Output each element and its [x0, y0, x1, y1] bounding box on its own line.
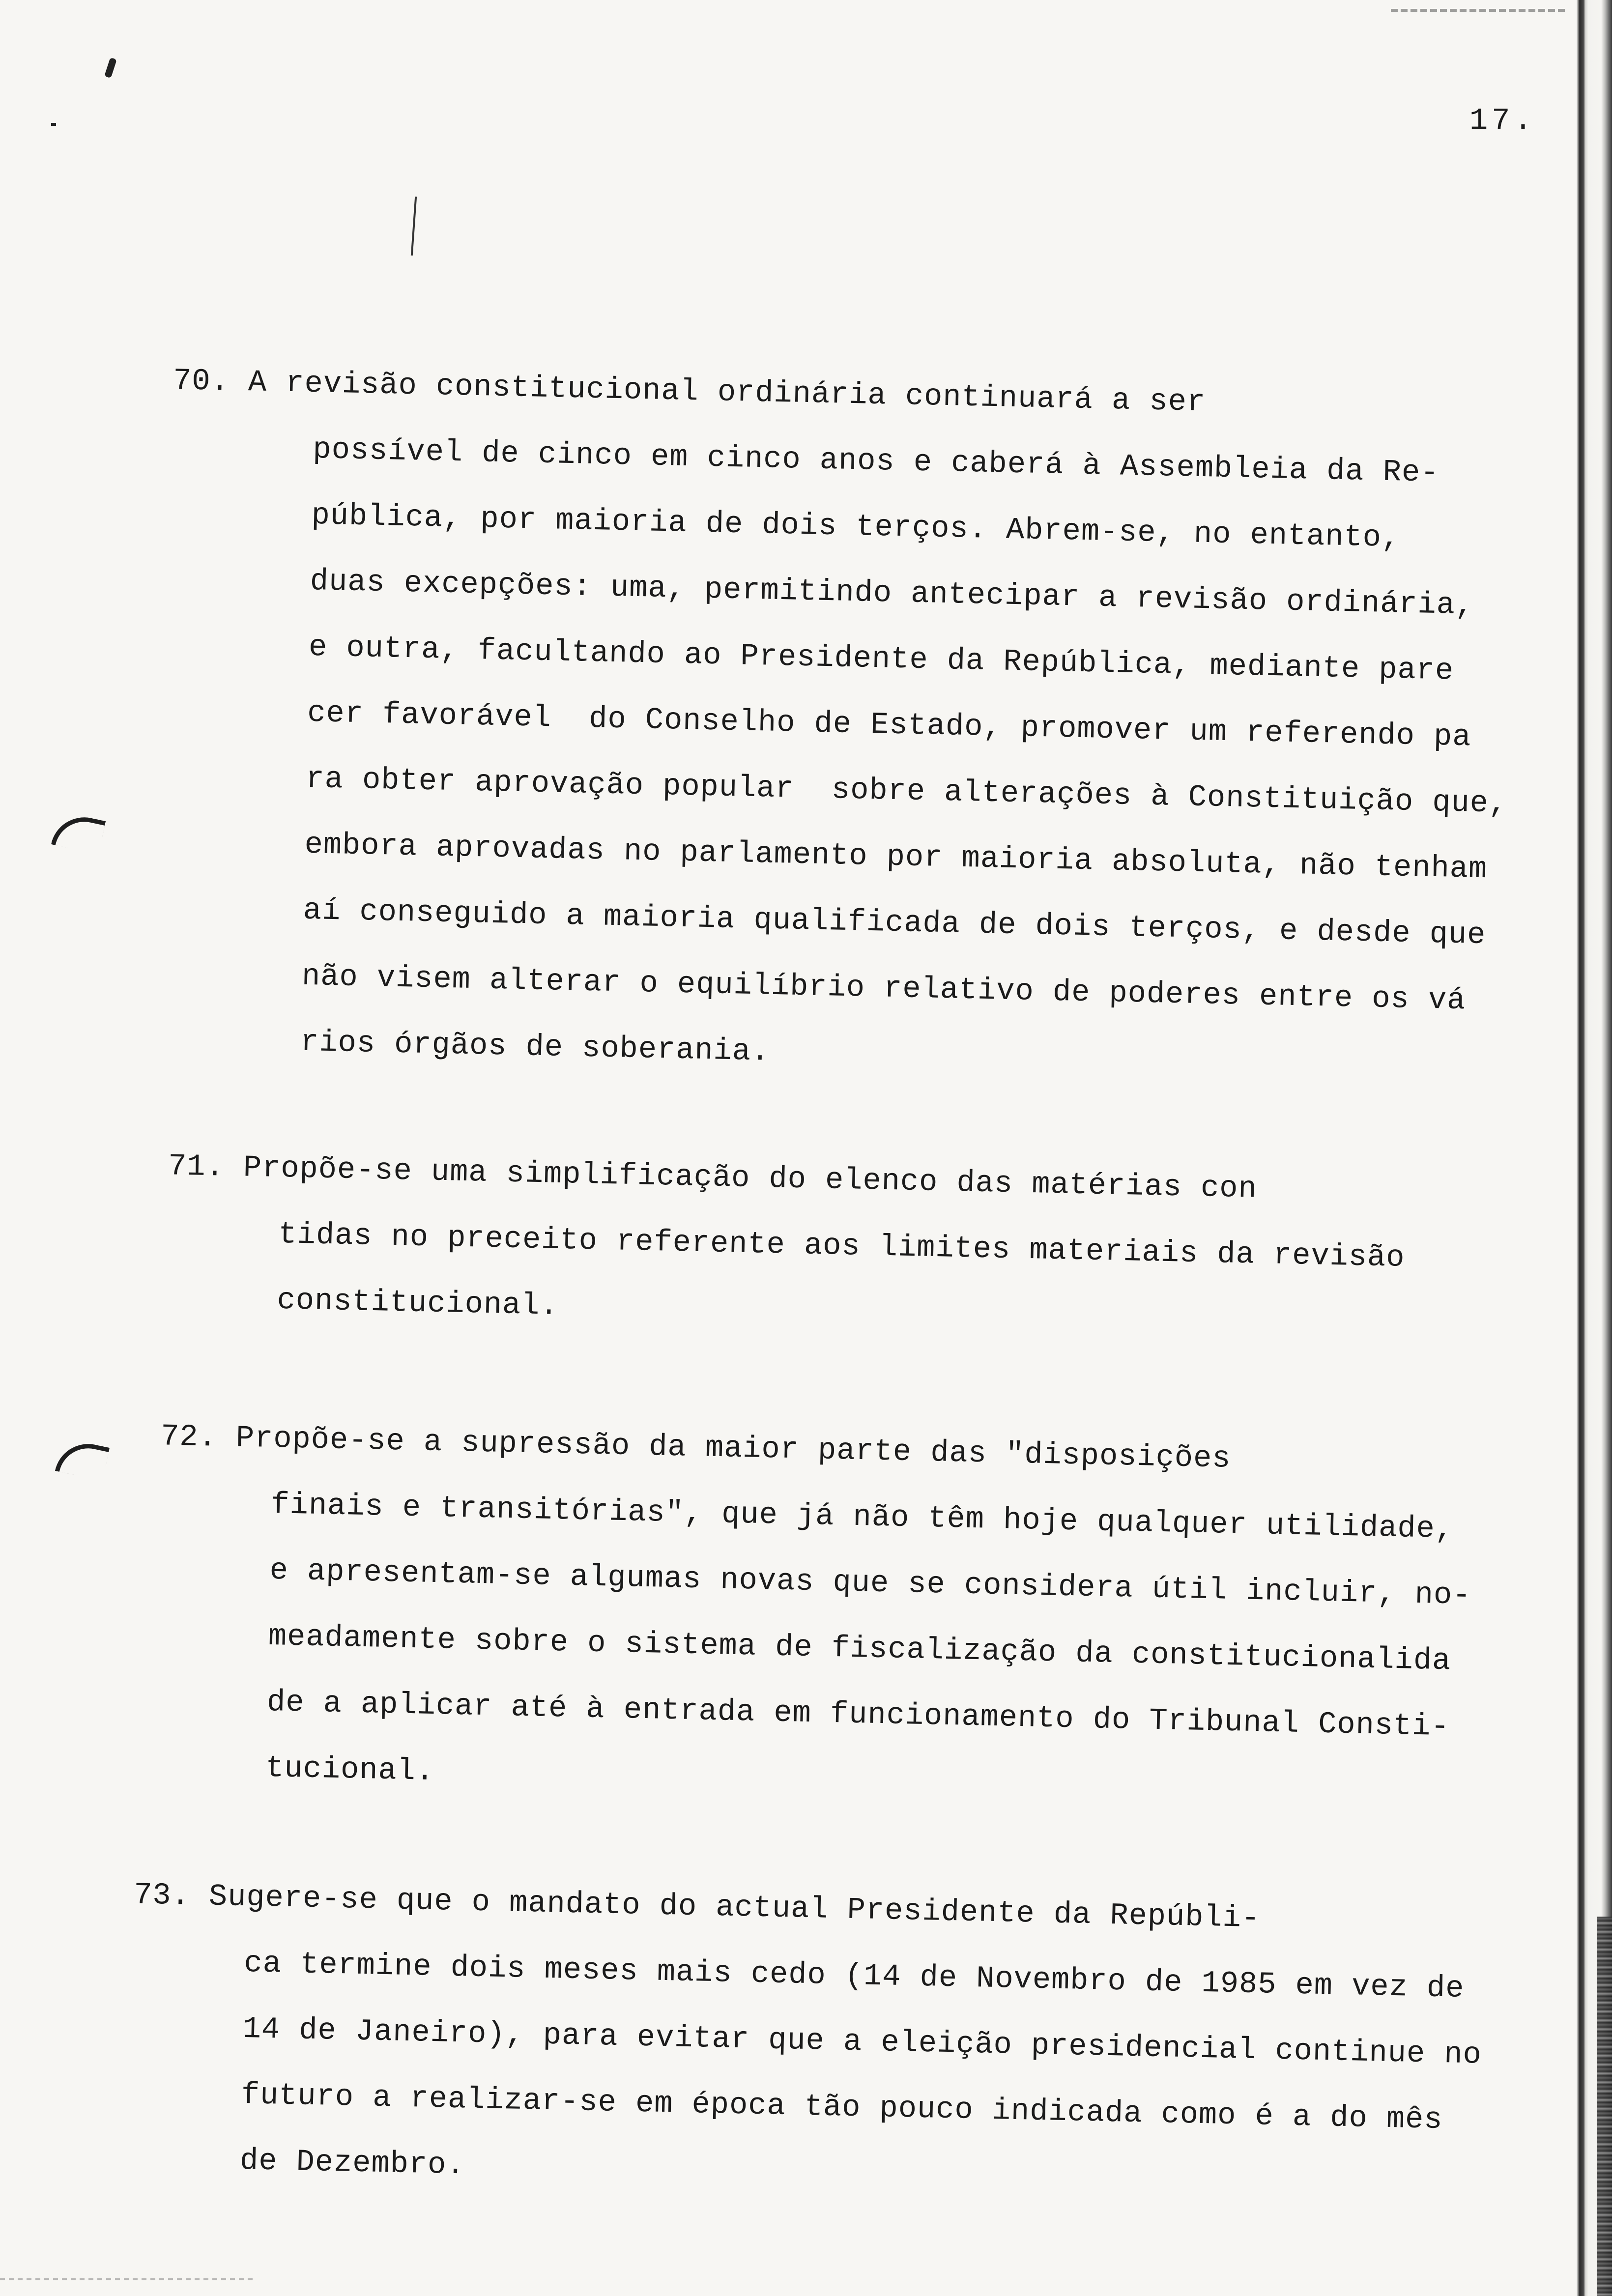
paragraph-72	[85, 1417, 1474, 1843]
paragraph-73	[58, 1876, 1485, 2237]
text-line: de Dezembro.	[239, 2143, 466, 2183]
paragraph-71	[92, 1147, 1407, 1374]
ink-mark	[51, 123, 56, 126]
text-line: embora aprovadas no parlamento por maioria absoluta, não tenham	[304, 827, 1488, 887]
text-line: possível de cinco em cinco anos e caberá à Assembleia da Re-	[312, 431, 1440, 490]
text-line: rios órgãos de soberania.	[300, 1024, 770, 1069]
text-line: de a aplicar até à entrada em funcionamento do Tribunal Consti-	[266, 1684, 1450, 1745]
text-line: ra obter aprovação popular sobre alterações à Constituição que,	[305, 761, 1508, 822]
text-line: cer favorável do Conselho de Estado, promover um referendo pa	[307, 695, 1472, 755]
ink-mark	[104, 57, 117, 78]
text-line: não visem alterar o equilíbrio relativo de poderes entre os vá	[301, 958, 1467, 1018]
text-line: 73. Sugere-se que o mandato do actual Presidente da Repúbli-	[58, 1876, 1261, 1936]
text-line: ca termine dois meses mais cedo (14 de Novembro de 1985 em vez de	[243, 1945, 1465, 2006]
text-line: aí conseguido a maioria qualificada de dois terços, e desde que	[303, 892, 1487, 953]
ink-mark	[411, 197, 417, 256]
text-line: pública, por maioria de dois terços. Abrem-se, no entanto,	[311, 497, 1401, 556]
hole-punch-mark	[51, 811, 106, 854]
text-line: 14 de Janeiro), para evitar que a eleição presidencial continue no	[242, 2011, 1482, 2072]
text-line: e outra, facultando ao Presidente da República, mediante pare	[308, 629, 1454, 689]
scan-artifact-bottom	[0, 2278, 256, 2280]
text-line: 71. Propõe-se uma simplificação do elenco das matérias con	[92, 1147, 1258, 1206]
text-line: tucional.	[265, 1750, 435, 1789]
text-line: e apresentam-se algumas novas que se considera útil incluir, no-	[269, 1552, 1472, 1613]
paragraph-70	[97, 361, 1516, 1117]
text-line: tidas no preceito referente aos limites materiais da revisão	[278, 1216, 1406, 1275]
text-line: duas excepções: uma, permitindo antecipar a revisão ordinária,	[310, 563, 1474, 623]
text-line: futuro a realizar-se em época tão pouco indicada como é a do mês	[241, 2077, 1443, 2138]
scan-artifact-top	[1391, 9, 1568, 12]
page-number: 17.	[1469, 103, 1536, 138]
text-line: 72. Propõe-se a supressão da maior parte das "disposições	[85, 1417, 1232, 1476]
text-line: constitucional.	[276, 1282, 559, 1323]
text-line: finais e transitórias", que já não têm hoje qualquer utilidade,	[270, 1487, 1454, 1547]
text-line: meadamente sobre o sistema de fiscalização da constitucionalida	[268, 1618, 1452, 1679]
scan-edge-noise	[1597, 1917, 1612, 2296]
text-line: 70. A revisão constitucional ordinária continuará a ser	[97, 361, 1206, 420]
